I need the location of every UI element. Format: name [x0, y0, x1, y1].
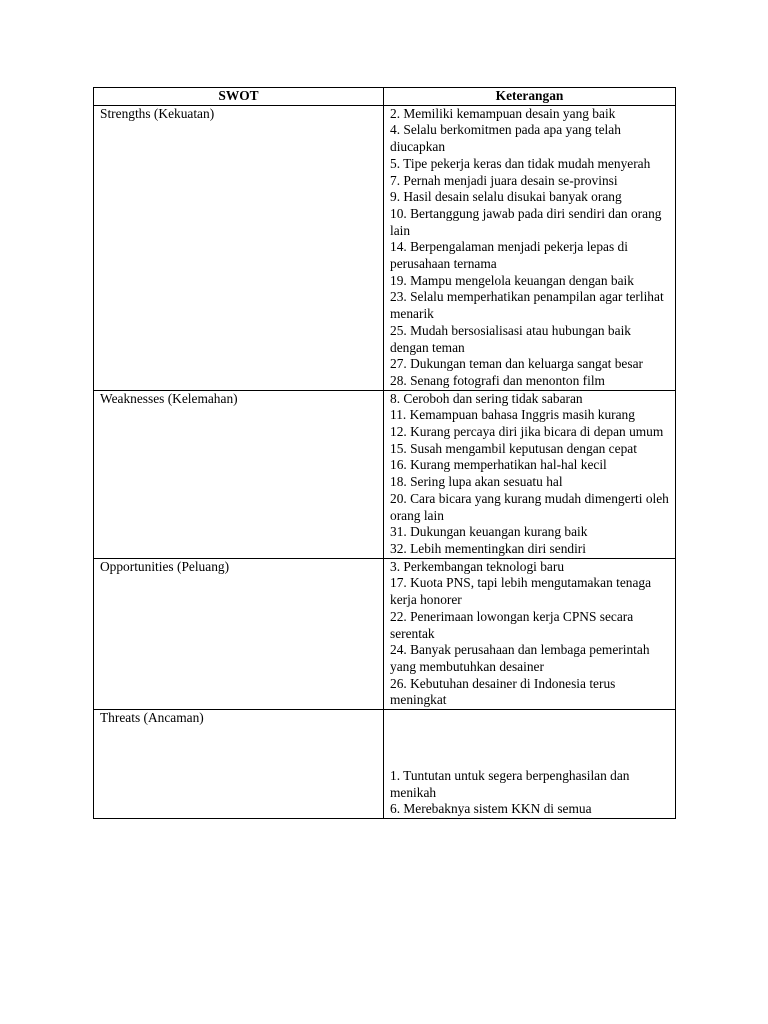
list-item: 15. Susah mengambil keputusan dengan cepat: [390, 440, 637, 456]
items-weaknesses: [384, 390, 676, 558]
category-strengths: Strengths (Kekuatan): [94, 105, 384, 390]
row-threats: [94, 710, 676, 819]
category-opportunities: Opportunities (Peluang): [94, 558, 384, 709]
header-row: [94, 88, 676, 106]
list-item: 19. Mampu mengelola keuangan dengan baik: [390, 272, 634, 288]
row-opportunities: [94, 558, 676, 709]
list-item: 25. Mudah bersosialisasi atau hubungan baik dengan teman: [390, 322, 631, 355]
list-item: 20. Cara bicara yang kurang mudah dimengerti oleh orang lain: [390, 490, 669, 523]
swot-table: [93, 87, 676, 819]
list-item: 9. Hasil desain selalu disukai banyak orang: [390, 189, 622, 205]
items-threats: [384, 710, 676, 819]
category-weaknesses: Weaknesses (Kelemahan): [94, 390, 384, 558]
list-item: 17. Kuota PNS, tapi lebih mengutamakan tenaga kerja honorer: [390, 575, 652, 608]
list-item: 10. Bertanggung jawab pada diri sendiri dan orang lain: [390, 205, 662, 238]
list-item: 12. Kurang percaya diri jika bicara di depan umum: [390, 424, 664, 440]
list-item: 22. Penerimaan lowongan kerja CPNS secara serentak: [390, 608, 634, 641]
list-item: 3. Perkembangan teknologi baru: [390, 558, 565, 574]
list-item: 5. Tipe pekerja keras dan tidak mudah menyerah: [390, 155, 651, 171]
row-weaknesses: [94, 390, 676, 558]
list-item: 31. Dukungan keuangan kurang baik: [390, 524, 588, 540]
list-item: 6. Merebaknya sistem KKN di semua: [390, 801, 592, 817]
list-item: 1. Tuntutan untuk segera berpenghasilan dan menikah: [390, 768, 630, 800]
list-item: 32. Lebih mementingkan diri sendiri: [390, 540, 586, 556]
category-threats: Threats (Ancaman): [94, 710, 384, 819]
row-strengths: [94, 105, 676, 390]
list-item: 28. Senang fotografi dan menonton film: [390, 372, 605, 388]
list-item: 16. Kurang memperhatikan hal-hal kecil: [390, 457, 607, 473]
list-item: 23. Selalu memperhatikan penampilan agar terlihat menarik: [390, 289, 664, 322]
list-item: 11. Kemampuan bahasa Inggris masih kurang: [390, 407, 635, 423]
list-item: 7. Pernah menjadi juara desain se-provinsi: [390, 172, 618, 188]
list-item: 18. Sering lupa akan sesuatu hal: [390, 474, 563, 490]
list-item: 14. Berpengalaman menjadi pekerja lepas di perusahaan ternama: [390, 239, 628, 272]
list-item: 24. Banyak perusahaan dan lembaga pemerintah yang membutuhkan desainer: [390, 642, 650, 674]
list-item: 4. Selalu berkomitmen pada apa yang telah diucapkan: [390, 122, 621, 155]
header-keterangan: Keterangan: [384, 88, 676, 106]
list-item: 2. Memiliki kemampuan desain yang baik: [390, 105, 616, 121]
list-item: 26. Kebutuhan desainer di Indonesia terus meningkat: [390, 675, 616, 708]
header-swot: SWOT: [94, 88, 384, 106]
list-item: 8. Ceroboh dan sering tidak sabaran: [390, 390, 583, 406]
items-strengths: [384, 105, 676, 390]
list-item: 27. Dukungan teman dan keluarga sangat besar: [390, 356, 643, 372]
items-opportunities: [384, 558, 676, 709]
